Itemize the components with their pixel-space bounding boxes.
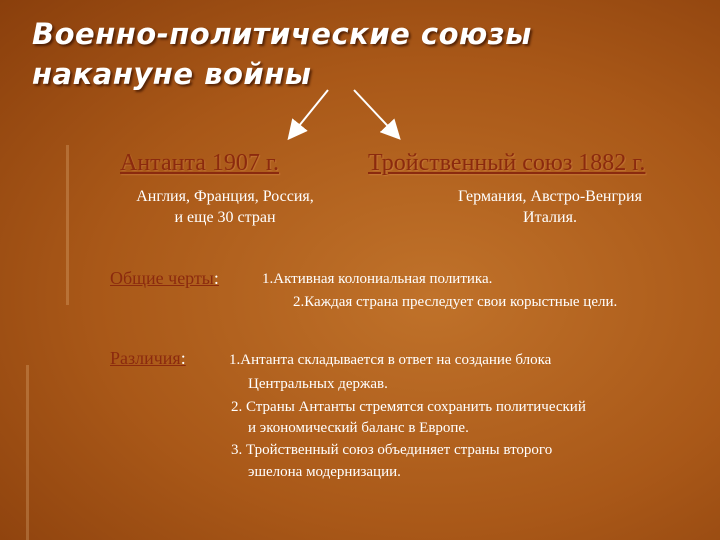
common-colon: : <box>213 268 219 288</box>
arrow-left <box>290 90 328 137</box>
diff-item-1b: Центральных держав. <box>248 376 388 392</box>
common-item-2: 2.Каждая страна преследует свои корыстные цели. <box>293 294 618 310</box>
arrow-right <box>354 90 398 137</box>
diff-item-2b: и экономический баланс в Европе. <box>248 420 469 436</box>
entente-members-line-2: и еще 30 стран <box>174 209 276 226</box>
title-line-1: Военно-политические союзы <box>32 17 532 51</box>
decorative-vertical-line-2 <box>26 365 29 540</box>
triple-members-line-2: Италия. <box>523 209 577 226</box>
differences-colon: : <box>180 348 186 368</box>
triple-alliance-heading: Тройственный союз 1882 г. <box>368 150 646 176</box>
common-item-1: 1.Активная колониальная политика. <box>262 271 493 287</box>
common-features-label-text: Общие черты <box>110 268 214 288</box>
common-features-label <box>110 268 219 289</box>
differences-label-text: Различия <box>110 348 181 368</box>
diff-item-3b: эшелона модернизации. <box>248 464 401 480</box>
triple-alliance-members <box>410 186 690 228</box>
diff-item-3a: 3. Тройственный союз объединяет страны второго <box>231 442 553 458</box>
entente-members-line-1: Англия, Франция, Россия, <box>136 188 314 205</box>
entente-members <box>110 186 340 228</box>
diff-item-2a: 2. Страны Антанты стремятся сохранить политический <box>231 399 586 415</box>
decorative-vertical-line <box>66 145 69 305</box>
title-line-2: накануне войны <box>32 57 312 91</box>
entente-heading: Антанта 1907 г. <box>120 150 280 176</box>
differences-label <box>110 348 186 369</box>
triple-members-line-1: Германия, Австро-Венгрия <box>458 188 642 205</box>
diff-item-1a: 1.Антанта складывается в ответ на создание блока <box>229 352 552 368</box>
